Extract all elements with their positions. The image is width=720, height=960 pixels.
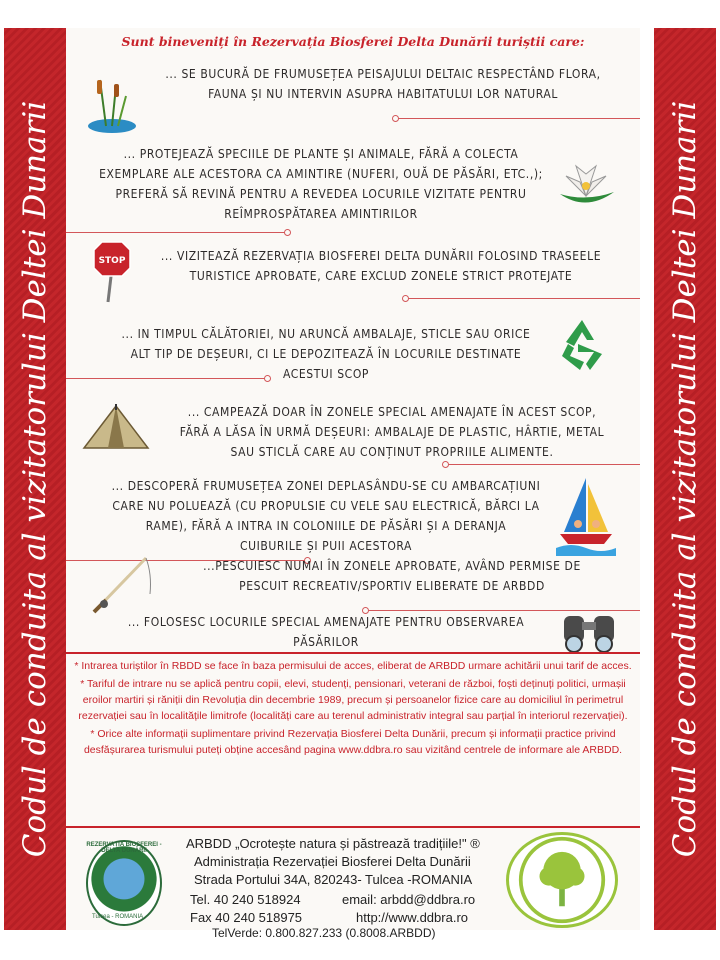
rule-item-boating <box>66 468 640 560</box>
separator-dot <box>392 115 399 122</box>
item-text-line: FĂRĂ A LĂSA ÎN URMĂ DEȘEURI: AMBALAJE DE PLASTIC, HÂRTIE, METAL <box>179 425 605 439</box>
recycle-icon <box>554 316 610 372</box>
rule-item-camping <box>66 386 640 468</box>
item-text-line: ... CAMPEAZĂ DOAR ÎN ZONELE SPECIAL AMENAJATE ÎN ACEST SCOP, <box>187 405 597 419</box>
water-lily-icon <box>550 152 622 212</box>
separator-dot <box>442 461 449 468</box>
item-text-line: ... IN TIMPUL CĂLĂTORIEI, NU ARUNCĂ AMBALAJE, STICLE SAU ORICE <box>121 327 531 341</box>
separator-dot <box>264 375 271 382</box>
stop-label: STOP <box>98 256 126 266</box>
separator <box>66 232 286 233</box>
item-text-line: ... PROTEJEAZĂ SPECIILE DE PLANTE ȘI ANIMALE, FĂRĂ A COLECTA <box>123 147 519 161</box>
item-text-line: SAU STICLĂ CARE AU CONȚINUT PROPRIILE ALIMENTE. <box>230 445 554 459</box>
tent-icon <box>80 402 152 452</box>
item-text-line: CUIBURILE ȘI PUII ACESTORA <box>239 539 413 553</box>
item-text-line: ... FOLOSESC LOCURILE SPECIAL AMENAJATE PENTRU OBSERVAREA <box>127 615 525 629</box>
separator <box>396 118 640 119</box>
note-info: * Orice alte informații suplimentare privind Rezervația Biosferei Delta Dunării, precum și informații practice privind desfășurarea turismului puteți obține accesând pagina www.ddbra.ro sau vizitând centrele de informare ale ARBDD. <box>83 728 623 756</box>
rule-item-birdwatching <box>66 608 640 654</box>
footer-fax: Fax 40 240 518975 <box>190 910 303 925</box>
item-text-line: FAUNA ȘI NU INTERVIN ASUPRA HABITATULUI LOR NATURAL <box>208 87 558 101</box>
item-text-line: ... DESCOPERĂ FRUMUSEȚEA ZONEI DEPLASÂNDU-SE CU AMBARCAȚIUNI <box>111 479 541 493</box>
side-title-left: Codul de conduita al vizitatorului Deltei Dunarii <box>17 100 53 858</box>
rbdd-logo-text: REZERVAȚIA BIOSFEREI - DELTA DUNĂRII <box>86 842 162 854</box>
item-text-line: PREFERĂ SĂ REVINĂ PENTRU A REVEDEA LOCURILE VIZITATE PENTRU <box>115 187 527 201</box>
note-access: * Intrarea turiștilor în RBDD se face în baza permisului de acces, eliberat de ARBDD urmare achitării unui tarif de acces. <box>74 660 632 672</box>
rule-item-fishing <box>66 548 640 612</box>
rule-item-nature <box>66 56 640 136</box>
eu-diploma-logo <box>506 832 618 928</box>
rule-item-waste <box>66 298 640 384</box>
item-text-line: REÎMPROSPĂTAREA AMINTIRILOR <box>224 207 418 221</box>
rule-item-trails <box>66 240 640 306</box>
item-text-line: ... VIZITEAZĂ REZERVAȚIA BIOSFEREI DELTA DUNĂRII FOLOSIND TRASEELE <box>160 249 602 263</box>
footer-email[interactable]: email: arbdd@ddbra.ro <box>342 892 476 907</box>
left-side-band <box>4 28 66 930</box>
item-text-line: ... SE BUCURĂ DE FRUMUSEȚEA PEISAJULUI DELTAIC RESPECTÂND FLORA, <box>165 67 601 81</box>
rule-item-protect <box>66 138 640 238</box>
note-exemptions: * Tariful de intrare nu se aplică pentru copii, elevi, studenți, pensionari, veterani de război, foști deținuți politici, urmașii eroilor martiri și răniții din Revoluția din decembrie 1989, precum și persoanelor fizice care au domiciliul în perimetrul rezervației sau în localitățile limitrofe (localități care au terenul administrativ integral sau parțial în interiorul rezervației). <box>78 678 628 722</box>
stop-sign-icon <box>92 240 132 304</box>
item-text-line: ACESTUI SCOP <box>282 367 370 381</box>
reed-icon <box>86 74 136 134</box>
rbdd-logo-city: Tulcea - ROMANIA <box>92 914 144 920</box>
separator <box>66 378 266 379</box>
footer-address: Strada Portului 34A, 820243- Tulcea -ROMANIA <box>194 872 473 887</box>
fishing-rod-icon <box>90 554 154 616</box>
footer <box>66 832 640 940</box>
footer-tel: Tel. 40 240 518924 <box>190 892 301 907</box>
footer-web-link[interactable]: http://www.ddbra.ro <box>356 910 468 925</box>
footer-org: Administrația Rezervației Biosferei Delta Dunării <box>194 854 471 869</box>
item-text-line: ...PESCUIESC NUMAI ÎN ZONELE APROBATE, AVÂND PERMISE DE <box>203 559 581 573</box>
item-text-line: TURISTICE APROBATE, CARE EXCLUD ZONELE STRICT PROTEJATE <box>189 269 573 283</box>
right-side-band <box>654 28 716 930</box>
side-title-right: Codul de conduita al vizitatorului Deltei Dunarii <box>667 100 703 858</box>
separator <box>446 464 640 465</box>
item-text-line: RAME), FĂRĂ A INTRA IN COLONIILE DE PĂSĂRI ȘI A DERANJA <box>145 519 507 533</box>
main-content <box>66 28 640 940</box>
page-header: Sunt bineveniți în Rezervația Biosferei Delta Dunării turiștii care: <box>121 34 585 49</box>
footer-motto: ARBDD „Ocrotește natura și păstrează tradițiile!" ® <box>186 836 480 851</box>
item-text-line: PESCUIT RECREATIV/SPORTIV ELIBERATE DE ARBDD <box>239 579 545 593</box>
notes-section <box>66 652 640 828</box>
footer-telverde: TelVerde: 0.800.827.233 (0.8008.ARBDD) <box>212 926 436 940</box>
separator-dot <box>284 229 291 236</box>
binoculars-icon <box>560 608 618 654</box>
item-text-line: EXEMPLARE ALE ACESTORA CA AMINTIRE (NUFERI, OUĂ DE PĂSĂRI, ETC.,); <box>99 167 543 181</box>
item-text-line: PĂSĂRILOR <box>293 635 359 649</box>
item-text-line: ALT TIP DE DEȘEURI, CI LE DEPOZITEAZĂ ÎN LOCURILE DESTINATE <box>130 347 522 361</box>
item-text-line: CARE NU POLUEAZĂ (CU PROPULSIE CU VELE SAU ELECTRICĂ, BĂRCI LA <box>112 499 540 513</box>
